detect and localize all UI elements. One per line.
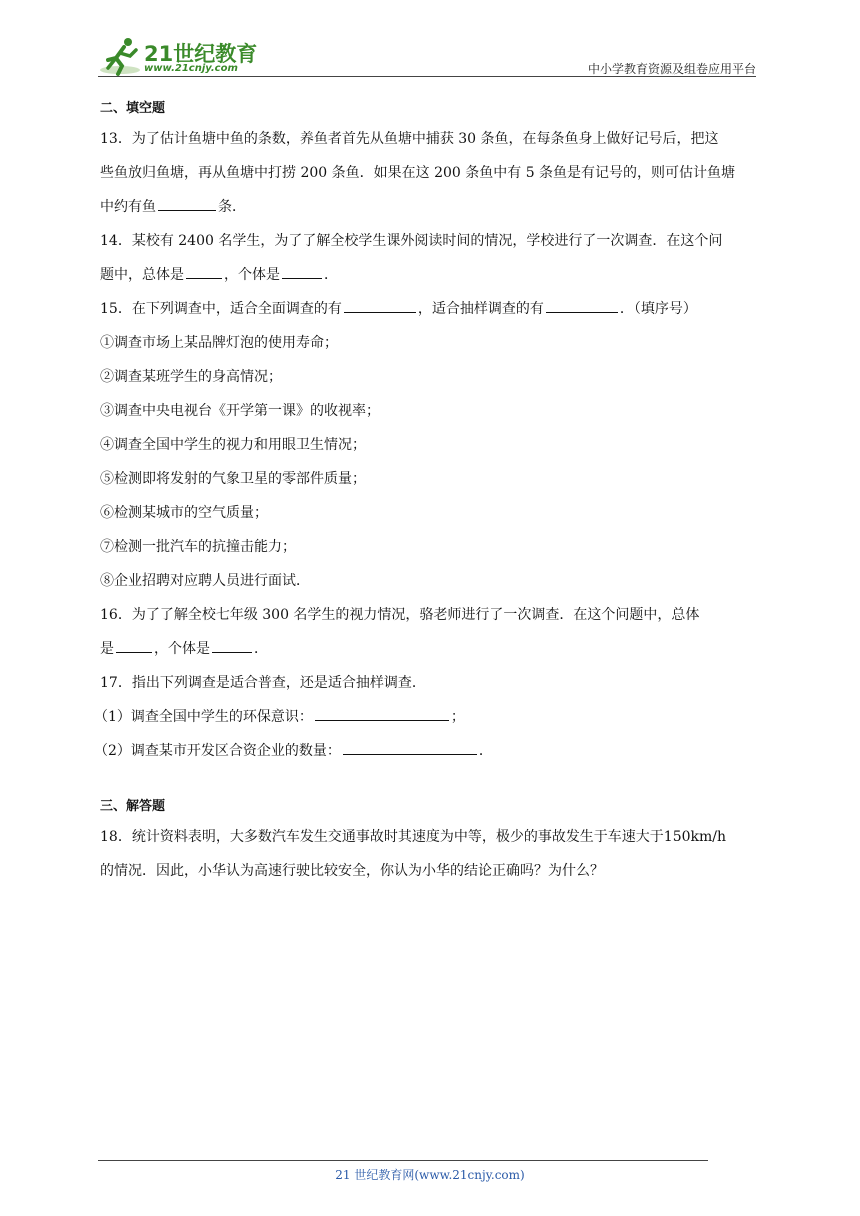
q17-sub2: （2）调查某市开发区合资企业的数量： ．	[94, 734, 760, 768]
platform-label: 中小学教育资源及组卷应用平台	[587, 62, 756, 76]
q15-line1: 15．在下列调查中，适合全面调查的有 ，适合抽样调查的有 ．（填序号）	[100, 292, 760, 326]
logo	[98, 34, 298, 80]
q18-line2: 的情况．因此，小华认为高速行驶比较安全，你认为小华的结论正确吗？为什么？	[100, 863, 604, 879]
q13-line3: 中约有鱼 条．	[100, 190, 760, 224]
q15-item: ⑥检测某城市的空气质量；	[100, 505, 268, 521]
question-18	[100, 820, 760, 888]
answer-blank[interactable]	[116, 636, 152, 653]
section-title-answer: 三、解答题	[100, 799, 166, 814]
answer-blank[interactable]	[186, 262, 222, 279]
answer-blank[interactable]	[282, 262, 322, 279]
question-16	[100, 598, 760, 666]
answer-blank[interactable]	[546, 296, 618, 313]
q16-line2: 是 ，个体是 ．	[100, 632, 760, 666]
answer-blank[interactable]	[315, 704, 449, 721]
q15-item: ⑧企业招聘对应聘人员进行面试．	[100, 573, 310, 589]
logo-url: www.21cnjy.com	[144, 63, 238, 74]
answer-blank[interactable]	[344, 296, 416, 313]
header-divider	[98, 76, 756, 77]
question-15	[100, 292, 760, 598]
answer-blank[interactable]	[212, 636, 252, 653]
question-14	[100, 224, 760, 292]
footer-divider	[98, 1160, 708, 1161]
answer-blank[interactable]	[343, 738, 477, 755]
runner-logo-icon	[98, 34, 144, 80]
question-13	[100, 122, 760, 224]
q15-item: ③调查中央电视台《开学第一课》的收视率；	[100, 403, 380, 419]
q18-line1: 18．统计资料表明，大多数汽车发生交通事故时其速度为中等，极少的事故发生于车速大于150km/h	[100, 829, 727, 845]
q14-line2: 题中，总体是 ，个体是 ．	[100, 258, 760, 292]
q13-line1: 13．为了估计鱼塘中鱼的条数，养鱼者首先从鱼塘中捕获 30 条鱼，在每条鱼身上做好记号后，把这	[100, 131, 719, 147]
q14-line1: 14．某校有 2400 名学生，为了了解全校学生课外阅读时间的情况，学校进行了一次调查．在这个问	[100, 233, 723, 249]
page-header	[98, 30, 756, 82]
q15-item: ⑤检测即将发射的气象卫星的零部件质量；	[100, 471, 366, 487]
logo-text: 21世纪教育	[144, 42, 258, 66]
q15-item: ⑦检测一批汽车的抗撞击能力；	[100, 539, 296, 555]
q13-line2: 些鱼放归鱼塘，再从鱼塘中打捞 200 条鱼．如果在这 200 条鱼中有 5 条鱼是有记号的，则可估计鱼塘	[100, 165, 736, 181]
answer-blank[interactable]	[158, 194, 216, 211]
q17-sub1: （1）调查全国中学生的环保意识： ；	[94, 700, 760, 734]
document-body	[94, 96, 760, 888]
footer-text: 21 世纪教育网(www.21cnjy.com)	[335, 1168, 525, 1182]
section-title-fill-blank: 二、填空题	[100, 101, 166, 116]
q15-item: ④调查全国中学生的视力和用眼卫生情况；	[100, 437, 366, 453]
q16-line1: 16．为了了解全校七年级 300 名学生的视力情况，骆老师进行了一次调查．在这个问题中，总体	[100, 607, 700, 623]
q15-item: ①调查市场上某品牌灯泡的使用寿命；	[100, 335, 338, 351]
q15-item: ②调查某班学生的身高情况；	[100, 369, 282, 385]
q17-line1: 17．指出下列调查是适合普查，还是适合抽样调查．	[100, 675, 426, 691]
question-17	[94, 666, 760, 768]
